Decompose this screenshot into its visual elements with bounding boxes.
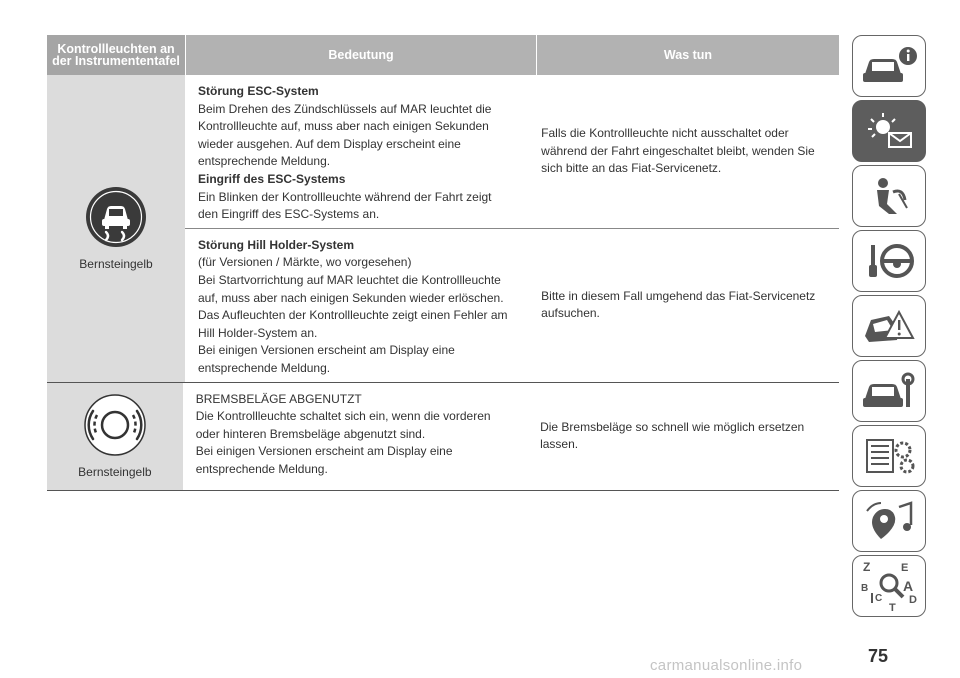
text-line: Bei einigen Versionen erscheint am Display eine bbox=[195, 444, 453, 459]
tab-safety[interactable] bbox=[852, 165, 926, 227]
block-title: BREMSBELÄGE ABGENUTZT bbox=[195, 391, 362, 406]
table-row bbox=[47, 383, 839, 492]
svg-text:A: A bbox=[903, 578, 914, 594]
svg-text:C: C bbox=[875, 593, 883, 604]
color-label: Bernsteingelb bbox=[79, 257, 153, 272]
car-crash-warning-icon bbox=[859, 304, 919, 348]
tab-maintenance[interactable] bbox=[852, 360, 926, 422]
tab-specifications[interactable] bbox=[852, 425, 926, 487]
car-info-icon bbox=[859, 44, 919, 88]
block-title: Störung Hill Holder-System bbox=[198, 237, 355, 252]
meaning-cell bbox=[185, 229, 528, 382]
text-line: Bitte in diesem Fall umgehend das Fiat-Servicenetz bbox=[541, 288, 816, 303]
text-line: Ein Blinken der Kontrollleuchte während der Fahrt zeigt bbox=[198, 189, 492, 204]
tab-warning-lights[interactable] bbox=[852, 100, 926, 162]
svg-text:E: E bbox=[901, 562, 909, 574]
tab-index[interactable] bbox=[852, 555, 926, 617]
svg-text:Z: Z bbox=[863, 560, 871, 574]
action-cell bbox=[528, 75, 839, 228]
text-line: entsprechende Meldung. bbox=[198, 360, 331, 375]
svg-text:D: D bbox=[909, 594, 917, 606]
specs-gear-icon bbox=[859, 434, 919, 478]
text-line: Beim Drehen des Zündschlüssels auf MAR leuchtet die bbox=[198, 101, 492, 116]
watermark: carmanualsonline.info bbox=[650, 657, 803, 674]
text-line: entsprechende Meldung. bbox=[198, 154, 331, 169]
text-line: (für Versionen / Märkte, wo vorgesehen) bbox=[198, 255, 412, 270]
text-line: Das Aufleuchten der Kontrollleuchte zeigt einen Fehler am bbox=[198, 308, 508, 323]
indicator-cell bbox=[47, 383, 183, 491]
text-line: den Eingriff des ESC-Systems an. bbox=[198, 207, 380, 222]
brake-pad-wear-icon bbox=[83, 393, 147, 457]
multimedia-icon bbox=[859, 499, 919, 543]
text-line: oder hinteren Bremsbeläge abgenutzt sind. bbox=[195, 426, 426, 441]
text-line: Falls die Kontrollleuchte nicht ausschaltet oder bbox=[541, 125, 789, 140]
meaning-cell bbox=[183, 383, 527, 491]
esc-warning-icon bbox=[84, 185, 148, 249]
header-meaning: Bedeutung bbox=[186, 35, 536, 75]
warning-lights-table bbox=[47, 35, 839, 491]
color-label: Bernsteingelb bbox=[78, 465, 152, 480]
text-line: entsprechende Meldung. bbox=[195, 461, 328, 476]
tab-start-drive[interactable] bbox=[852, 230, 926, 292]
text-line: Die Bremsbeläge so schnell wie möglich ersetzen bbox=[540, 419, 805, 434]
header-indicator: Kontrollleuchten an der Instrumententafel bbox=[47, 35, 185, 75]
text-line: Bei Startvorrichtung auf MAR leuchtet die Kontrollleuchte bbox=[198, 272, 501, 287]
table-row bbox=[47, 75, 839, 383]
action-cell bbox=[527, 383, 839, 491]
chapter-tabs bbox=[852, 35, 926, 620]
action-cell bbox=[528, 229, 839, 382]
header-action: Was tun bbox=[537, 35, 839, 75]
text-line: Hill Holder-System an. bbox=[198, 325, 318, 340]
text-line: wieder ausgehen. Auf dem Display erscheint eine bbox=[198, 136, 461, 151]
text-line: Bei einigen Versionen erscheint am Display eine bbox=[198, 343, 455, 358]
text-line: aufsuchen. bbox=[541, 306, 600, 321]
block-title: Eingriff des ESC-Systems bbox=[198, 171, 346, 186]
text-line: während der Fahrt eingeschaltet bleibt, wenden Sie bbox=[541, 143, 815, 158]
svg-text:T: T bbox=[889, 602, 896, 613]
text-line: auf, muss aber nach einigen Sekunden wieder erlöschen. bbox=[198, 290, 504, 305]
sub-row bbox=[185, 228, 839, 382]
svg-text:B: B bbox=[861, 583, 869, 594]
seat-airbag-icon bbox=[859, 174, 919, 218]
text-line: lassen. bbox=[540, 437, 579, 452]
page-number: 75 bbox=[868, 646, 889, 666]
alphabetical-index-icon bbox=[859, 559, 919, 613]
tab-car-info[interactable] bbox=[852, 35, 926, 97]
text-line: Die Kontrollleuchte schaltet sich ein, wenn die vorderen bbox=[195, 409, 491, 424]
indicator-cell bbox=[47, 75, 185, 382]
block-title: Störung ESC-System bbox=[198, 84, 319, 98]
tab-emergency[interactable] bbox=[852, 295, 926, 357]
text-line: sich bitte an das Fiat-Servicenetz. bbox=[541, 161, 722, 176]
text-line: Kontrollleuchte auf, muss aber nach einigen Sekunden bbox=[198, 119, 489, 134]
table-header bbox=[47, 35, 839, 75]
warning-light-envelope-icon bbox=[859, 109, 919, 153]
car-wrench-icon bbox=[859, 369, 919, 413]
tab-multimedia[interactable] bbox=[852, 490, 926, 552]
steering-wheel-key-icon bbox=[859, 239, 919, 283]
meaning-cell bbox=[185, 75, 528, 228]
